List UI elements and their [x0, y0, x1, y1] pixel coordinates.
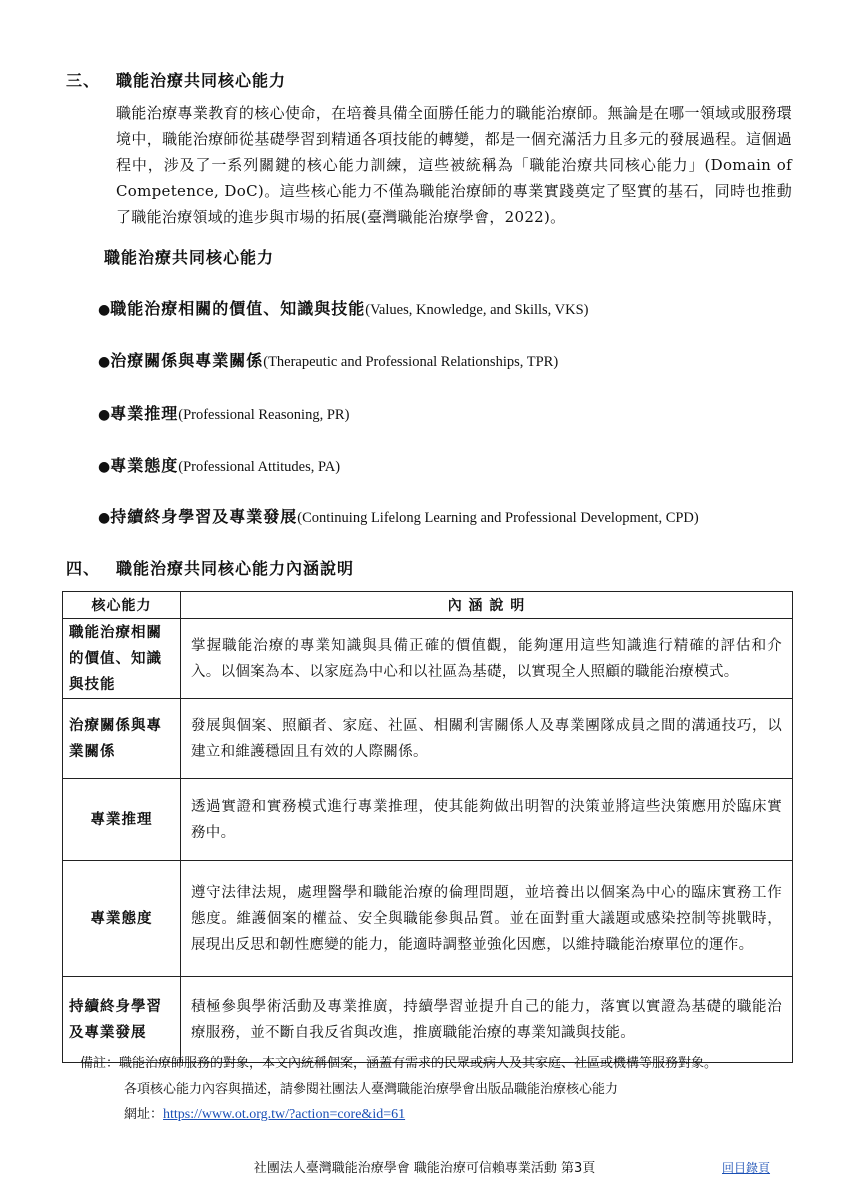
table-row	[63, 977, 793, 1063]
bullet-zh: 專業推理	[110, 404, 179, 423]
row-description: 透過實證和實務模式進行專業推理，使其能夠做出明智的決策並將這些決策應用於臨床實務中。	[181, 779, 793, 861]
row-description: 掌握職能治療的專業知識與具備正確的價值觀，能夠運用這些知識進行精確的評估和介入。以個案為本、以家庭為中心和以社區為基礎，以實現全人照顧的職能治療模式。	[181, 619, 793, 699]
bullet-en: (Continuing Lifelong Learning and Professional Development, CPD)	[297, 510, 699, 526]
core-competence-subtitle: 職能治療共同核心能力	[104, 248, 275, 267]
bullet-en: (Values, Knowledge, and Skills, VKS)	[365, 302, 589, 318]
bullet-dot-icon: ●	[98, 459, 111, 475]
section-4-heading	[66, 556, 354, 579]
bullet-item-tpr	[98, 348, 558, 371]
core-competence-link[interactable]: https://www.ot.org.tw/?action=core&id=61	[163, 1107, 406, 1122]
section-3-number: 三、	[66, 71, 101, 90]
section-4-number: 四、	[66, 559, 101, 578]
table-row	[63, 861, 793, 977]
row-description: 遵守法律法規，處理醫學和職能治療的倫理問題，並培養出以個案為中心的臨床實務工作態度。維護個案的權益、安全與職能參與品質。並在面對重大議題或感染控制等挑戰時，展現出反思和韌性應變的能力，能適時調整並強化因應，以維持職能治療單位的運作。	[181, 861, 793, 977]
bullet-dot-icon: ●	[98, 510, 111, 526]
page-footer: 社團法人臺灣職能治療學會 職能治療可信賴專業活動 第3頁	[253, 1161, 596, 1176]
note-line-1: 備註：職能治療師服務的對象，本文內統稱個案，涵蓋有需求的民眾或病人及其家庭、社區或機構等服務對象。	[80, 1056, 718, 1071]
table-row	[63, 779, 793, 861]
section-3-heading	[66, 68, 286, 91]
row-description: 積極參與學術活動及專業推廣，持續學習並提升自己的能力，落實以實證為基礎的職能治療服務，並不斷自我反省與改進，推廣職能治療的專業知識與技能。	[181, 977, 793, 1063]
header-core-competence: 核心能力	[63, 592, 181, 619]
toc-link[interactable]: 回目錄頁	[722, 1161, 771, 1175]
bullet-dot-icon: ●	[98, 354, 111, 370]
section-3-title: 職能治療共同核心能力	[116, 71, 287, 90]
core-competence-table	[62, 591, 793, 1063]
row-competence: 治療關係與專業關係	[63, 699, 181, 779]
row-competence: 持續終身學習及專業發展	[63, 977, 181, 1063]
note-url-line	[124, 1103, 405, 1123]
table-row	[63, 619, 793, 699]
row-competence: 職能治療相關的價值、知識與技能	[63, 619, 181, 699]
table-header-row	[63, 592, 793, 619]
section-4-title: 職能治療共同核心能力內涵說明	[116, 559, 355, 578]
row-description: 發展與個案、照顧者、家庭、社區、相關利害關係人及專業團隊成員之間的溝通技巧，以建立和維護穩固且有效的人際關係。	[181, 699, 793, 779]
bullet-en: (Therapeutic and Professional Relationships, TPR)	[263, 354, 559, 370]
bullet-dot-icon: ●	[98, 407, 111, 423]
bullet-item-pr	[98, 401, 349, 424]
bullet-zh: 治療關係與專業關係	[110, 351, 264, 370]
row-competence: 專業態度	[63, 861, 181, 977]
header-description: 內 涵 說 明	[181, 592, 793, 619]
row-competence: 專業推理	[63, 779, 181, 861]
bullet-dot-icon: ●	[98, 302, 111, 318]
bullet-zh: 持續終身學習及專業發展	[110, 507, 298, 526]
bullet-en: (Professional Attitudes, PA)	[178, 459, 341, 475]
bullet-zh: 職能治療相關的價值、知識與技能	[110, 299, 366, 318]
bullet-zh: 專業態度	[110, 456, 179, 475]
section-3-paragraph: 職能治療專業教育的核心使命，在培養具備全面勝任能力的職能治療師。無論是在哪一領域或服務環境中，職能治療師從基礎學習到精通各項技能的轉變，都是一個充滿活力且多元的發展過程。這個過程中，涉及了一系列關鍵的核心能力訓練，這些被統稱為「職能治療共同核心能力」(Domain of Competence, DoC)。這些核心能力不僅為職能治療師的專業實踐奠定了堅實的基石，同時也推動了職能治療領域的進步與市場的拓展(臺灣職能治療學會，2022)。	[116, 104, 792, 226]
bullet-item-cpd	[98, 504, 699, 527]
bullet-item-vks	[98, 296, 589, 319]
bullet-item-pa	[98, 453, 340, 476]
bullet-en: (Professional Reasoning, PR)	[178, 407, 350, 423]
note-line-2: 各項核心能力內容與描述，請參閱社團法人臺灣職能治療學會出版品職能治療核心能力	[124, 1082, 619, 1097]
note-url-label: 網址：	[124, 1107, 164, 1122]
table-row	[63, 699, 793, 779]
